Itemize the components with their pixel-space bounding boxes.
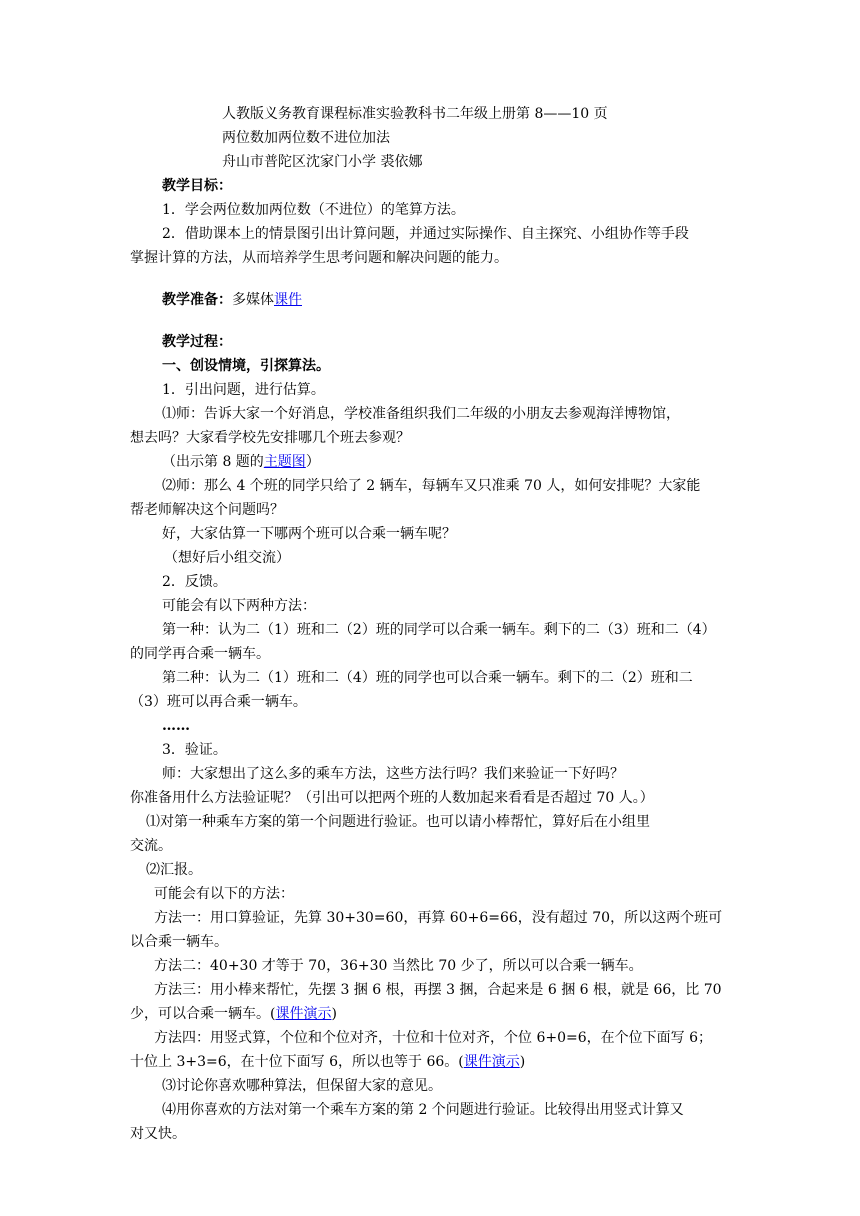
ellipsis: …… [162, 718, 190, 734]
paragraph: 好，大家估算一下哪两个班可以合乘一辆车呢？ [162, 526, 456, 542]
paragraph: ⑶讨论你喜欢哪种算法，但保留大家的意见。 [162, 1078, 442, 1094]
paragraph: 你准备用什么方法验证呢？（引出可以把两个班的人数加起来看看是否超过 70 人。） [130, 790, 654, 806]
method-2-line-2: （3）班可以再合乘一辆车。 [130, 694, 307, 710]
prep-heading: 教学准备： [162, 292, 232, 308]
method-a-line-2: 以合乘一辆车。 [130, 934, 228, 950]
goal-1: 1．学会两位数加两位数（不进位）的笔算方法。 [162, 202, 465, 218]
theme-image-link[interactable]: 主题图 [263, 454, 306, 470]
paragraph: ⑴对第一种乘车方案的第一个问题进行验证。也可以请小棒帮忙，算好后在小组里 [146, 814, 650, 830]
method-1-line-1: 第一种：认为二（1）班和二（2）班的同学可以合乘一辆车。剩下的二（3）班和二（4） [162, 622, 716, 638]
method-d-text: ) [519, 1054, 526, 1070]
paragraph: ⑴师：告诉大家一个好消息，学校准备组织我们二年级的小朋友去参观海洋博物馆， [162, 406, 680, 422]
method-c-line-2 [130, 1004, 337, 1024]
prep-text: 多媒体 [232, 292, 274, 308]
paragraph: 可能会有以下两种方法： [162, 598, 316, 614]
goal-2-line-1: 2．借助课本上的情景图引出计算问题，并通过实际操作、自主探究、小组协作等手段 [162, 226, 689, 242]
show-figure-line [162, 452, 320, 472]
method-d-line-1: 方法四：用竖式算，个位和个位对齐，十位和十位对齐，个位 6+0=6，在个位下面写 6； [154, 1030, 712, 1046]
step-3-heading: 3．验证。 [162, 742, 227, 758]
paragraph: ⑵汇报。 [146, 862, 202, 878]
paragraph: ⑵师：那么 4 个班的同学只给了 2 辆车，每辆车又只准乘 70 人，如何安排呢？大家能 [162, 478, 701, 494]
step-2-heading: 2．反馈。 [162, 574, 227, 590]
method-d-line-2 [130, 1052, 525, 1072]
method-d-text: 十位上 3+3=6，在十位下面写 6，所以也等于 66。( [130, 1054, 464, 1070]
paragraph: 交流。 [130, 838, 172, 854]
section-1-heading: 一、创设情境，引探算法。 [162, 358, 330, 374]
method-1-line-2: 的同学再合乘一辆车。 [130, 646, 270, 662]
method-c-text: 少，可以合乘一辆车。( [130, 1006, 276, 1022]
method-b: 方法二：40+30 才等于 70，36+30 当然比 70 少了，所以可以合乘一辆车。 [154, 958, 643, 974]
paragraph: 帮老师解决这个问题吗？ [130, 502, 284, 518]
method-c-text: ) [331, 1006, 337, 1022]
paragraph: 想去吗？大家看学校先安排哪几个班去参观？ [130, 430, 410, 446]
method-c-line-1: 方法三：用小棒来帮忙，先摆 3 捆 6 根，再摆 3 捆，合起来是 6 捆 6 根，就是 66，比 70 [154, 982, 722, 998]
paragraph: （想好后小组交流） [164, 550, 290, 566]
courseware-demo-link[interactable]: 课件演示 [275, 1006, 332, 1022]
goals-heading: 教学目标： [162, 178, 232, 194]
method-2-line-1: 第二种：认为二（1）班和二（4）班的同学也可以合乘一辆车。剩下的二（2）班和二 [162, 670, 693, 686]
method-a-line-1: 方法一：用口算验证，先算 30+30=60，再算 60+6=66，没有超过 70，所以这两个班可 [154, 910, 723, 926]
courseware-demo-link[interactable]: 课件演示 [463, 1054, 520, 1070]
process-heading: 教学过程： [162, 334, 232, 350]
show-text: ） [305, 454, 320, 470]
paragraph: 可能会有以下的方法： [154, 886, 294, 902]
prep-line [162, 290, 302, 310]
book-info-line: 人教版义务教育课程标准实验教科书二年级上册第 8——10 页 [222, 106, 608, 122]
courseware-link[interactable]: 课件 [274, 292, 302, 308]
lesson-title: 两位数加两位数不进位加法 [222, 130, 390, 146]
step-1-heading: 1．引出问题，进行估算。 [162, 382, 325, 398]
paragraph: 对又快。 [130, 1126, 186, 1142]
paragraph: 师：大家想出了这么多的乘车方法，这些方法行吗？我们来验证一下好吗？ [162, 766, 624, 782]
paragraph: ⑷用你喜欢的方法对第一个乘车方案的第 2 个问题进行验证。比较得出用竖式计算又 [162, 1102, 684, 1118]
goal-2-line-2: 掌握计算的方法，从而培养学生思考问题和解决问题的能力。 [130, 250, 508, 266]
show-text: （出示第 8 题的 [162, 454, 264, 470]
author-line: 舟山市普陀区沈家门小学 裘依娜 [222, 154, 423, 170]
